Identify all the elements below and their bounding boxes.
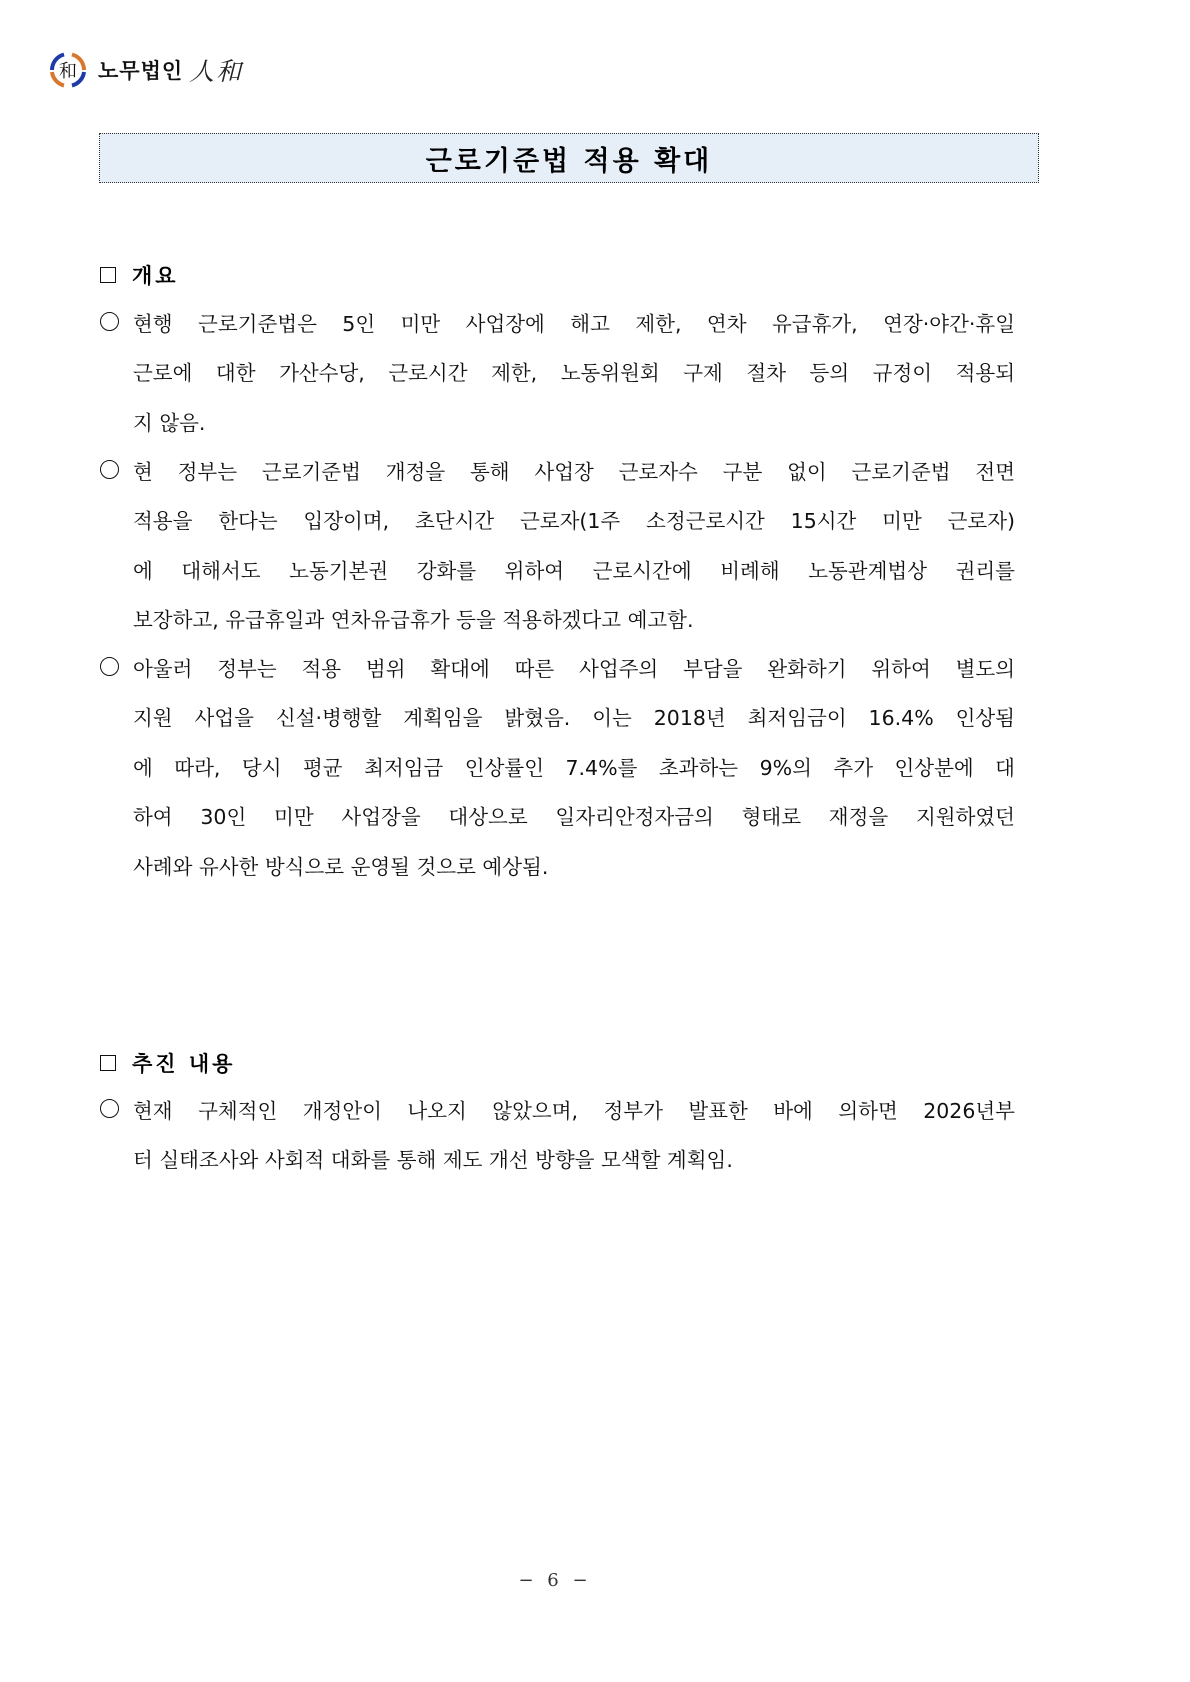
svg-text:和: 和 <box>59 61 77 82</box>
text-line: 근로에 대한 가산수당, 근로시간 제한, 노동위원회 구제 절차 등의 규정이 적용되 <box>133 361 1015 386</box>
text-line: 하여 30인 미만 사업장을 대상으로 일자리안정자금의 형태로 재정을 지원하였던 <box>133 805 1015 830</box>
text-line: 현재 구체적인 개정안이 나오지 않았으며, 정부가 발표한 바에 의하면 2026년부 <box>133 1099 1015 1123</box>
square-bullet-icon <box>100 267 116 283</box>
firm-logo-icon <box>46 48 90 92</box>
text-line: 보장하고, 유급휴일과 연차유급휴가 등을 적용하겠다고 예고함. <box>133 608 694 633</box>
section-heading-overview: 개요 <box>100 260 179 290</box>
square-bullet-icon <box>100 1055 116 1071</box>
header <box>46 48 243 92</box>
circle-bullet-icon <box>100 1099 119 1118</box>
firm-name: 노무법인 <box>98 59 184 83</box>
page-number: − 6 − <box>518 1570 592 1591</box>
firm-hanja: 人和 <box>189 57 244 86</box>
circle-bullet-icon <box>100 312 119 331</box>
text-line: 지원 사업을 신설·병행할 계획임을 밝혔음. 이는 2018년 최저임금이 16.4% 인상됨 <box>133 706 1015 731</box>
title-box <box>99 133 1039 183</box>
text-line: 현행 근로기준법은 5인 미만 사업장에 해고 제한, 연차 유급휴가, 연장·야간·휴일 <box>133 312 1015 336</box>
circle-bullet-icon <box>100 657 119 676</box>
text-line: 사례와 유사한 방식으로 운영될 것으로 예상됨. <box>133 854 549 879</box>
text-line: 터 실태조사와 사회적 대화를 통해 제도 개선 방향을 모색할 계획임. <box>133 1148 733 1173</box>
text-line: 에 따라, 당시 평균 최저임금 인상률인 7.4%를 초과하는 9%의 추가 인상분에 대 <box>133 755 1015 780</box>
text-line: 아울러 정부는 적용 범위 확대에 따른 사업주의 부담을 완화하기 위하여 별도의 <box>133 657 1015 681</box>
section-heading-progress: 추진 내용 <box>100 1048 235 1078</box>
paragraph <box>100 300 1015 448</box>
text-line: 적용을 한다는 입장이며, 초단시간 근로자(1주 소정근로시간 15시간 미만 근로자) <box>133 509 1015 534</box>
paragraph <box>100 645 1015 892</box>
text-line: 지 않음. <box>133 410 206 435</box>
text-line: 현 정부는 근로기준법 개정을 통해 사업장 근로자수 구분 없이 근로기준법 전면 <box>133 460 1015 484</box>
paragraph <box>100 448 1015 646</box>
page-title: 근로기준법 적용 확대 <box>425 145 713 177</box>
circle-bullet-icon <box>100 460 119 479</box>
paragraph <box>100 1087 1015 1186</box>
text-line: 에 대해서도 노동기본권 강화를 위하여 근로시간에 비례해 노동관계법상 권리를 <box>133 558 1015 583</box>
